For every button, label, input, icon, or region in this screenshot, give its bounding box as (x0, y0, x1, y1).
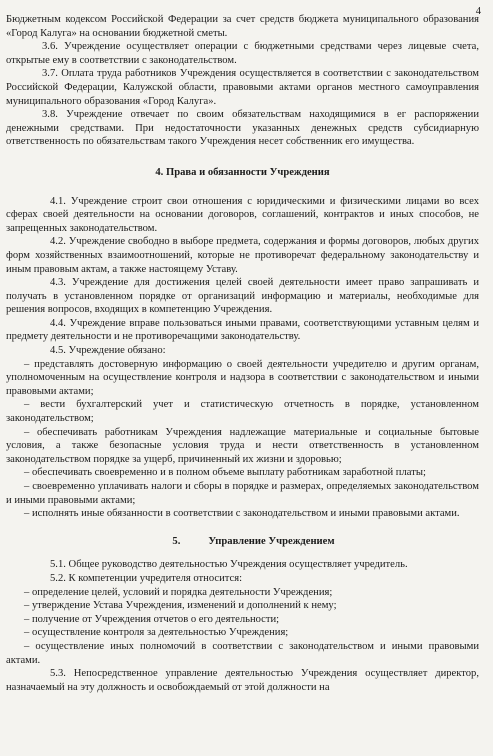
section-5-number: 5. (172, 535, 181, 547)
paragraph-5-2: 5.2. К компетенции учредителя относится: (50, 572, 243, 584)
list-item: – определение целей, условий и порядка деятельности Учреждения; (24, 586, 333, 598)
list-item: – осуществление контроля за деятельностью Учреждения; (24, 627, 289, 639)
list-item: – утверждение Устава Учреждения, изменений и дополнений к нему; (24, 600, 337, 612)
list-item: – осуществление иных полномочий в соответствии с законодательством и иными правовыми актами. (6, 640, 479, 666)
paragraph-4-3: 4.3. Учреждение для достижения целей своей деятельности имеет право запрашивать и получать в установленном порядке от организаций информацию и материалы, необходимые для решения вопросов, входящих в компетенцию Учреждения. (6, 277, 479, 316)
list-item: – обеспечивать своевременно и в полном объеме выплату работникам заработной платы; (24, 467, 426, 479)
paragraph-5-3: 5.3. Непосредственное управление деятельностью Учреждения осуществляет директор, назначаемый на эту должность и освобождаемый от этой должности на (6, 668, 479, 693)
section-5-title: Управление Учреждением (208, 535, 335, 547)
paragraph-3-6: 3.6. Учреждение осуществляет операции с бюджетными средствами через лицевые счета, открытые ему в соответствии с законодательством. (6, 41, 479, 66)
page-number: 4 (475, 6, 481, 17)
list-item: – получение от Учреждения отчетов о его деятельности; (24, 613, 280, 625)
section-4-heading: 4. Права и обязанности Учреждения (155, 166, 330, 178)
paragraph-4-2: 4.2. Учреждение свободно в выборе предмета, содержания и формы договоров, любых других форм хозяйственных взаимоотношений, которые не противоречат федеральному законодательству и иным правовым актам, а также настоящему Уставу. (6, 236, 479, 275)
list-item: – представлять достоверную информацию о своей деятельности учредителю и другим органам, уполномоченным на осуществление контроля и надзора в соответствии с законодательством и иными правовыми актами; (6, 358, 479, 397)
paragraph-5-1: 5.1. Общее руководство деятельностью Учреждения осуществляет учредитель. (50, 559, 408, 571)
section-5-heading (6, 535, 479, 549)
paragraph-continuation: Бюджетным кодексом Российской Федерации за счет средств бюджета муниципального образования «Город Калуга» на основании бюджетной сметы. (6, 14, 479, 39)
list-item: – своевременно уплачивать налоги и сборы в порядке и размерах, определяемых законодательством и иными правовыми актами; (6, 481, 479, 506)
list-item: – исполнять иные обязанности в соответствии с законодательством и иными правовыми актами. (24, 508, 460, 520)
list-item: – вести бухгалтерский учет и статистическую отчетность в порядке, установленном законодательством; (6, 399, 479, 425)
paragraph-4-1: 4.1. Учреждение строит свои отношения с юридическими и физическими лицами во всех сферах своей деятельности на основании договоров, соглашений, контрактов и иных способов, не запрещенных законодательством. (6, 195, 479, 234)
paragraph-3-7: 3.7. Оплата труда работников Учреждения осуществляется в соответствии с законодательством Российской Федерации, Калужской области, правовыми актами органов местного самоуправления муниципального образования «Город Калуга». (6, 68, 479, 107)
list-item: – обеспечивать работникам Учреждения надлежащие материальные и социальные бытовые условия, а также безопасные условия труда и нести ответственность в установленном законодательством порядке за ущерб, причиненный их жизни и здоровью; (6, 426, 479, 465)
paragraph-4-5: 4.5. Учреждение обязано: (50, 345, 166, 357)
paragraph-3-8: 3.8. Учреждение отвечает по своим обязательствам находящимися в ег распоряжении денежными средствами. При недостаточности указанных денежных средств субсидиарную ответственность по обязательствам такого Учреждения несет собственник его имущества. (6, 109, 479, 148)
paragraph-4-4: 4.4. Учреждение вправе пользоваться иными правами, соответствующими уставным целям и предмету деятельности и не противоречащими законодательству. (6, 317, 479, 343)
